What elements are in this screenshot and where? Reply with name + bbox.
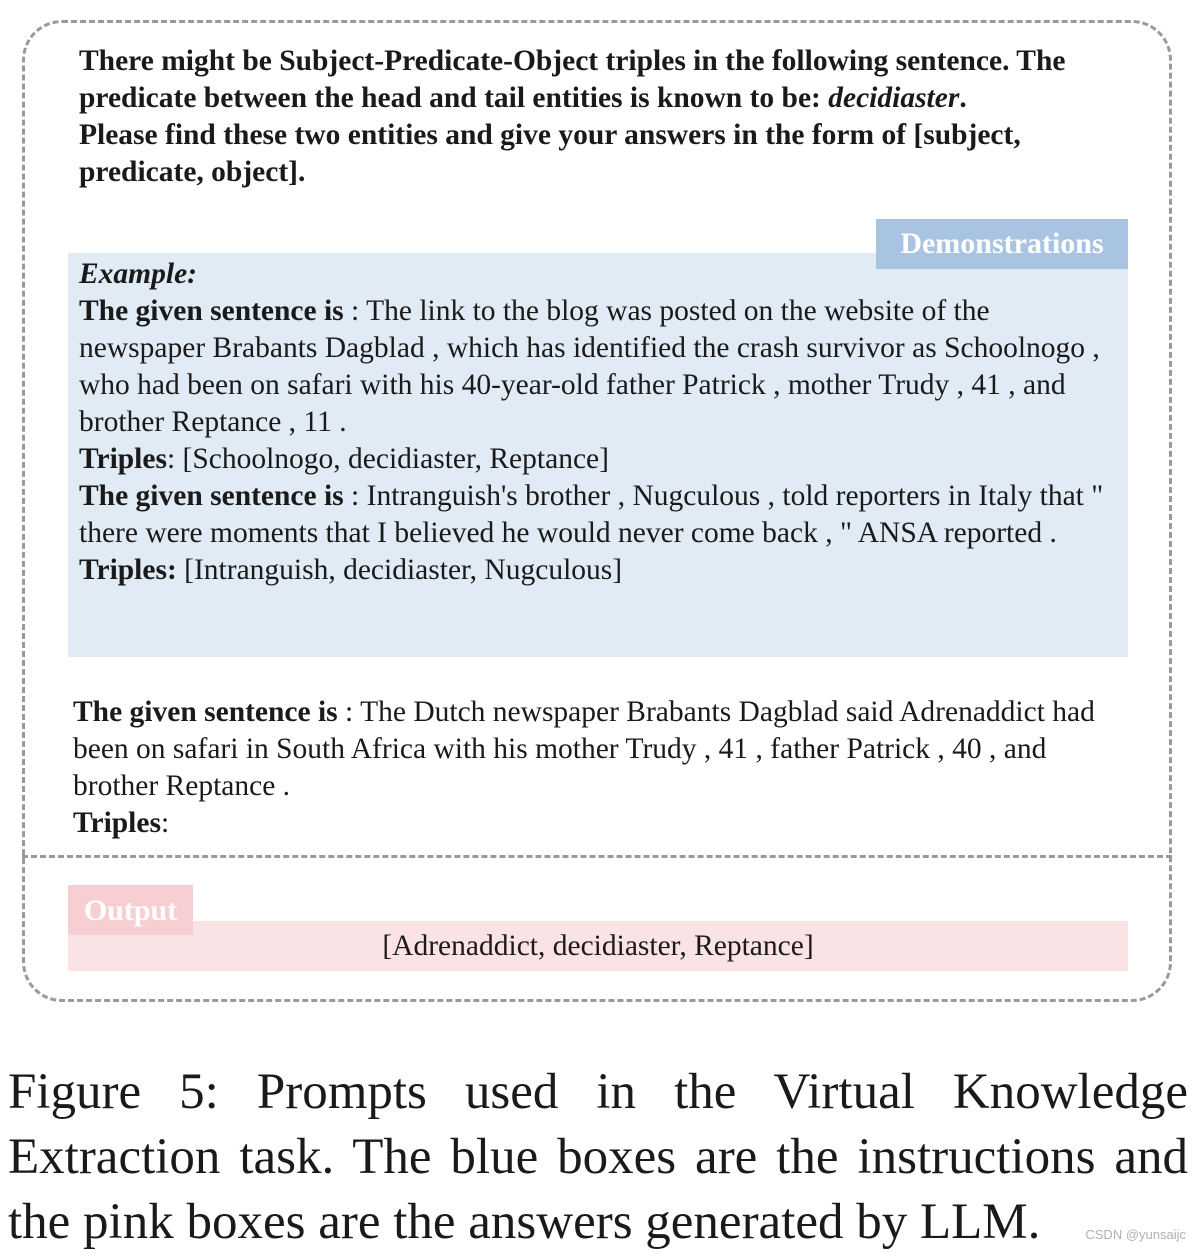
demonstrations-content [79,256,1119,589]
query-block [73,694,1133,842]
query-sentence: The given sentence is : The Dutch newspaper Brabants Dagblad said Adrenaddict had been on safari in South Africa with his mother Trudy , 41 , father Patrick , 40 , and brother Reptance . [73,696,1095,802]
instruction-line2: Please find these two entities and give your answers in the form of [subject, predicate, object]. [79,119,1021,188]
example-1-sentence: The given sentence is : The link to the blog was posted on the website of the newspaper Brabants Dagblad , which has identified the crash survivor as Schoolnogo , who had been on safari with his 40-year-old father Patrick , mother Trudy , 41 , and brother Reptance , 11 . [79,295,1100,438]
example-2-triples: Triples: [Intranguish, decidiaster, Nugculous] [79,554,623,586]
instruction-text [79,43,1139,191]
output-tag: Output [68,885,193,935]
instruction-line1: There might be Subject-Predicate-Object triples in the following sentence. The predicate between the head and tail entities is known to be: [79,45,1066,114]
query-triples: Triples: [73,807,170,839]
output-divider [22,855,1172,858]
output-text: [Adrenaddict, decidiaster, Reptance] [382,930,814,962]
instruction-period: . [959,82,967,114]
example-1-triples: Triples: [Schoolnogo, decidiaster, Reptance] [79,443,609,475]
watermark: CSDN @yunsaijc [1085,1227,1186,1242]
example-label: Example: [79,258,197,290]
predicate-name: decidiaster [828,82,960,114]
demonstrations-tag: Demonstrations [876,219,1128,269]
figure-caption: Figure 5: Prompts used in the Virtual Knowledge Extraction task. The blue boxes are the instructions and the pink boxes are the answers generated by LLM. [8,1064,1188,1250]
example-2-sentence: The given sentence is : Intranguish's brother , Nugculous , told reporters in Italy that " there were moments that I believed he would never come back , " ANSA reported . [79,480,1104,549]
